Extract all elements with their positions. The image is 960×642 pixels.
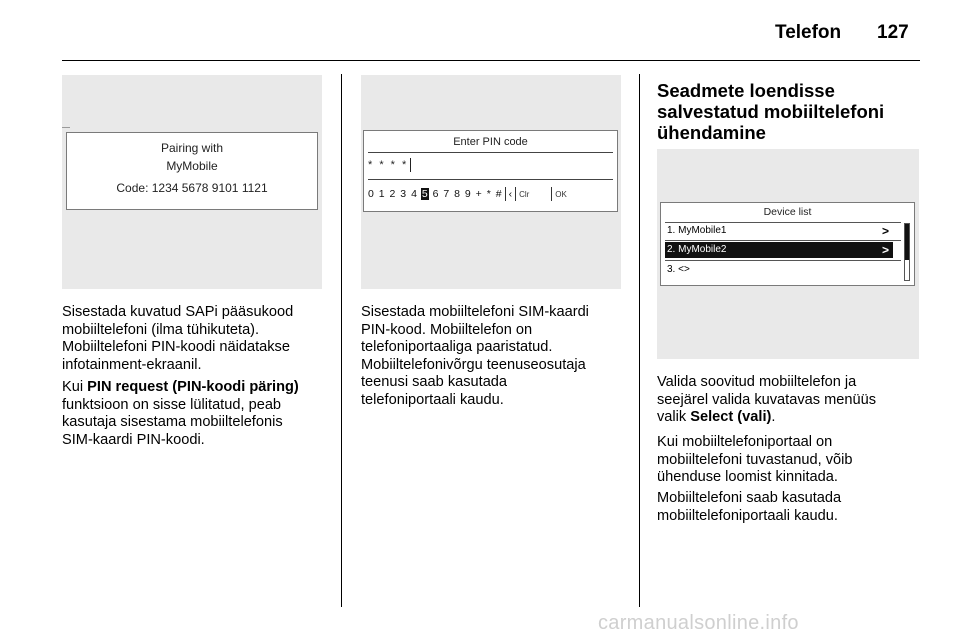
text-line: infotainment-ekraanil. [62, 356, 202, 373]
device-list-screen [660, 202, 915, 286]
key-7[interactable]: 7 [443, 187, 450, 200]
column-divider-1 [341, 74, 342, 607]
pairing-figure [62, 75, 322, 289]
ok-button[interactable]: OK [555, 189, 567, 199]
device-name: 3. <> [667, 264, 690, 275]
paragraph-confirm-connection [657, 434, 927, 487]
device-name: 1. MyMobile1 [667, 225, 727, 236]
device-list-item[interactable] [665, 223, 893, 239]
pin-keypad [367, 187, 568, 201]
paragraph-use-phone [657, 490, 927, 525]
text-fragment: valik [657, 409, 691, 426]
text-line: mobiiltelefoniportaali kaudu. [657, 507, 838, 524]
text-line: seejärel valida kuvatavas menüüs [657, 391, 877, 408]
pairing-code: Code: 1234 5678 9101 1121 [116, 181, 268, 195]
text-line: mobiiltelefoni tuvastanud, võib [657, 451, 853, 468]
section-title: Telefon [775, 22, 842, 43]
text-line: Mobiiltelefonivõrgu teenuseosutaja [361, 356, 586, 373]
device-list-title: Device list [763, 206, 812, 218]
key-2[interactable]: 2 [389, 187, 396, 200]
separator [505, 187, 506, 201]
device-name: 2. MyMobile2 [667, 244, 727, 255]
key-1[interactable]: 1 [378, 187, 385, 200]
page-header [0, 0, 960, 62]
pairing-screen [66, 132, 318, 210]
scrollbar-thumb[interactable] [905, 224, 909, 260]
key-9[interactable]: 9 [464, 187, 471, 200]
row-divider [665, 260, 901, 261]
paragraph-sap-code [62, 304, 334, 374]
device-list-figure [657, 149, 919, 359]
paragraph-pin-request [62, 379, 334, 449]
chevron-right-icon: > [881, 243, 889, 257]
paragraph-select-phone [657, 374, 927, 427]
text-line: kasutaja sisestama mobiiltelefonis [62, 414, 283, 431]
text-line: SIM-kaardi PIN-koodi. [62, 431, 205, 448]
pin-screen-title: Enter PIN code [453, 136, 528, 148]
separator [551, 187, 552, 201]
pin-entry-field [368, 158, 411, 172]
column-divider-2 [639, 74, 640, 607]
text-line: telefoniportaaliga paaristatud. [361, 339, 553, 356]
pairing-line-2: MyMobile [166, 159, 218, 173]
key-star[interactable]: * [486, 187, 491, 200]
text-line: Mobiiltelefoni saab kasutada [657, 490, 842, 506]
pin-entry-text: * * * * [368, 158, 409, 171]
pin-entry-rule [368, 179, 613, 180]
text-cursor [410, 158, 411, 172]
text-line: ühenduse loomist kinnitada. [657, 469, 838, 486]
text-line: teenusi saab kasutada [361, 374, 508, 391]
scrollbar[interactable] [904, 223, 910, 281]
device-list-item[interactable] [665, 262, 893, 278]
chevron-right-icon: > [881, 224, 889, 238]
paragraph-sim-pin [361, 304, 633, 410]
text-line: Mobiiltelefoni PIN-koodi näidatakse [62, 339, 290, 356]
row-divider [665, 240, 901, 241]
text-line: PIN-kood. Mobiiltelefon on [361, 321, 533, 338]
key-4[interactable]: 4 [411, 187, 417, 200]
text-line: funktsioon on sisse lülitatud, peab [62, 396, 282, 413]
pin-screen [363, 130, 618, 212]
pairing-line-1: Pairing with [160, 141, 224, 155]
backspace-icon[interactable]: ‹ [508, 187, 513, 200]
key-plus[interactable]: + [475, 187, 482, 200]
pin-figure [361, 75, 621, 289]
key-6[interactable]: 6 [432, 187, 439, 200]
section-heading [657, 80, 927, 143]
text-fragment: Kui [62, 379, 88, 395]
watermark: carmanualsonline.info [598, 612, 799, 634]
device-list-item-selected[interactable] [665, 242, 893, 258]
clear-button[interactable]: Clr [519, 189, 530, 199]
menu-option-name: PIN request (PIN-koodi päring) [87, 379, 299, 395]
heading-line: Seadmete loendisse [657, 80, 835, 101]
key-0[interactable]: 0 [368, 187, 374, 200]
text-line: telefoniportaali kaudu. [361, 391, 504, 408]
header-rule [62, 60, 920, 61]
key-8[interactable]: 8 [454, 187, 460, 200]
key-5-selected[interactable]: 5 [421, 187, 428, 200]
text-line: Kui mobiiltelefoniportaal on [657, 434, 833, 450]
heading-line: ühendamine [657, 122, 766, 143]
text-line: Sisestada kuvatud SAPi pääsukood [62, 304, 294, 320]
text-line: mobiiltelefoni (ilma tühikuteta). [62, 321, 260, 338]
text-line: Sisestada mobiiltelefoni SIM-kaardi [361, 304, 589, 320]
text-fragment: . [771, 409, 776, 426]
pin-title-rule [368, 152, 613, 153]
text-line: Valida soovitud mobiiltelefon ja [657, 374, 857, 390]
page-number: 127 [877, 22, 909, 43]
separator [515, 187, 516, 201]
heading-line: salvestatud mobiiltelefoni [657, 101, 885, 122]
key-3[interactable]: 3 [400, 187, 407, 200]
key-hash[interactable]: # [495, 187, 502, 200]
menu-option-name: Select (vali) [690, 409, 772, 426]
